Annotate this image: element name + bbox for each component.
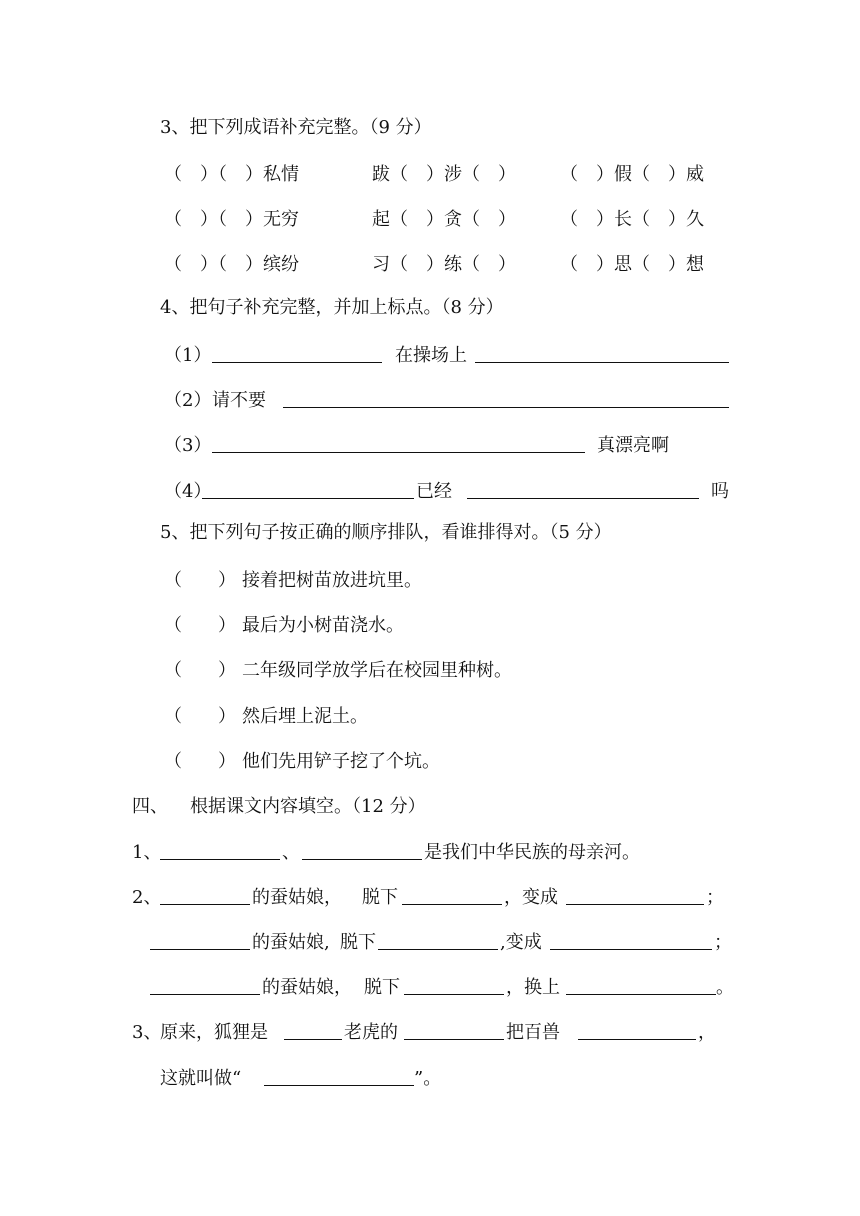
idiom-2-3: （ ）长（ ）久: [560, 209, 704, 230]
q4-blank-4a[interactable]: [202, 480, 414, 499]
idiom-2-2: 起（ ）贪（ ）: [372, 209, 516, 230]
q5-item-4: 然后埋上泥土。: [242, 706, 368, 727]
sec4-item-2-l3-text-b: 脱下: [364, 977, 400, 998]
sec4-item-2-l1-text-b: 脱下: [362, 887, 398, 908]
sec4-blank-2-3b[interactable]: [404, 976, 504, 995]
idiom-1-1: （ ）（ ）私情: [164, 164, 299, 185]
sec4-item-1-sep: 、: [282, 842, 300, 863]
q4-title: 4、把句子补充完整，并加上标点。（8 分）: [160, 297, 504, 318]
q4-blank-3[interactable]: [212, 434, 585, 453]
sec4-item-3-l1-text-b: 老虎的: [344, 1022, 398, 1043]
idiom-3-1: （ ）（ ）缤纷: [164, 254, 299, 275]
sec4-item-2-l2-text-a: 的蚕姑娘,: [252, 932, 330, 953]
sec4-blank-2-1c[interactable]: [566, 886, 704, 905]
q4-sentence-3-text: 真漂亮啊: [597, 435, 669, 456]
q4-blank-4b[interactable]: [467, 480, 699, 499]
sec4-item-2-l1-end: ；: [706, 887, 724, 908]
idiom-2-1: （ ）（ ）无穷: [164, 209, 299, 230]
sec4-item-3-l2-end: ”。: [414, 1068, 442, 1089]
q5-item-2: 最后为小树苗浇水。: [242, 615, 404, 636]
sec4-blank-2-3a[interactable]: [150, 976, 260, 995]
q5-paren-1[interactable]: （ ）: [164, 570, 236, 591]
idiom-3-2: 习（ ）练（ ）: [372, 254, 516, 275]
q5-item-3: 二年级同学放学后在校园里种树。: [242, 660, 512, 681]
sec4-blank-2-1b[interactable]: [402, 886, 502, 905]
q5-paren-5[interactable]: （ ）: [164, 751, 236, 772]
sec4-item-2-num: 2、: [132, 887, 162, 908]
sec4-item-2-l3-end: 。: [716, 977, 734, 998]
sec4-blank-2-1a[interactable]: [160, 886, 250, 905]
sec4-item-3-l2-text-a: 这就叫做“: [160, 1068, 242, 1089]
section-4-number: 四、: [132, 796, 168, 817]
q4-sentence-3-num: （3）: [164, 435, 212, 456]
q3-title: 3、把下列成语补充完整。（9 分）: [160, 117, 432, 138]
sec4-blank-1a[interactable]: [160, 841, 280, 860]
q4-sentence-4-num: （4）: [164, 481, 212, 502]
sec4-item-2-l3-text-a: 的蚕姑娘，: [262, 977, 352, 998]
sec4-blank-3-1b[interactable]: [404, 1021, 504, 1040]
sec4-blank-3-1a[interactable]: [284, 1021, 342, 1040]
q4-sentence-1-text: 在操场上: [395, 345, 467, 366]
q4-sentence-4-text: 已经: [416, 481, 452, 502]
sec4-blank-3-2[interactable]: [264, 1067, 414, 1086]
q4-sentence-1-num: （1）: [164, 345, 212, 366]
q4-sentence-4-end: 吗: [711, 481, 729, 502]
sec4-blank-3-1c[interactable]: [578, 1021, 696, 1040]
sec4-item-2-l2-end: ；: [714, 932, 732, 953]
sec4-item-2-l2-text-c: ,变成: [500, 932, 542, 953]
sec4-item-3-num: 3、: [132, 1022, 162, 1043]
sec4-blank-2-2c[interactable]: [550, 931, 712, 950]
q4-sentence-2-num: （2）: [164, 390, 212, 411]
q5-item-1: 接着把树苗放进坑里。: [242, 570, 422, 591]
q5-paren-4[interactable]: （ ）: [164, 706, 236, 727]
q5-title: 5、把下列句子按正确的顺序排队，看谁排得对。（5 分）: [160, 522, 612, 543]
sec4-blank-2-2b[interactable]: [378, 931, 498, 950]
q4-blank-2[interactable]: [283, 389, 729, 408]
q5-paren-3[interactable]: （ ）: [164, 660, 236, 681]
q4-blank-1b[interactable]: [475, 344, 729, 363]
q5-item-5: 他们先用铲子挖了个坑。: [242, 751, 440, 772]
sec4-item-3-l1-text-c: 把百兽: [506, 1022, 560, 1043]
idiom-1-3: （ ）假（ ）威: [560, 164, 704, 185]
sec4-item-2-l3-text-c: ，换上: [506, 977, 560, 998]
idiom-3-3: （ ）思（ ）想: [560, 254, 704, 275]
q5-paren-2[interactable]: （ ）: [164, 615, 236, 636]
sec4-item-3-l1-text-a: 原来，狐狸是: [160, 1022, 268, 1043]
sec4-item-1-num: 1、: [132, 842, 162, 863]
q4-sentence-2-text: 请不要: [212, 390, 266, 411]
sec4-item-1-text: 是我们中华民族的母亲河。: [424, 842, 640, 863]
idiom-1-2: 跋（ ）涉（ ）: [372, 164, 516, 185]
sec4-blank-2-2a[interactable]: [150, 931, 250, 950]
q4-blank-1a[interactable]: [212, 344, 382, 363]
sec4-item-2-l1-text-c: ，变成: [504, 887, 558, 908]
sec4-item-2-l2-text-b: 脱下: [340, 932, 376, 953]
sec4-item-2-l1-text-a: 的蚕姑娘，: [252, 887, 342, 908]
sec4-blank-1b[interactable]: [302, 841, 422, 860]
section-4-title: 根据课文内容填空。（12 分）: [190, 796, 426, 817]
sec4-blank-2-3c[interactable]: [566, 976, 716, 995]
sec4-item-3-l1-end: ，: [698, 1022, 716, 1043]
